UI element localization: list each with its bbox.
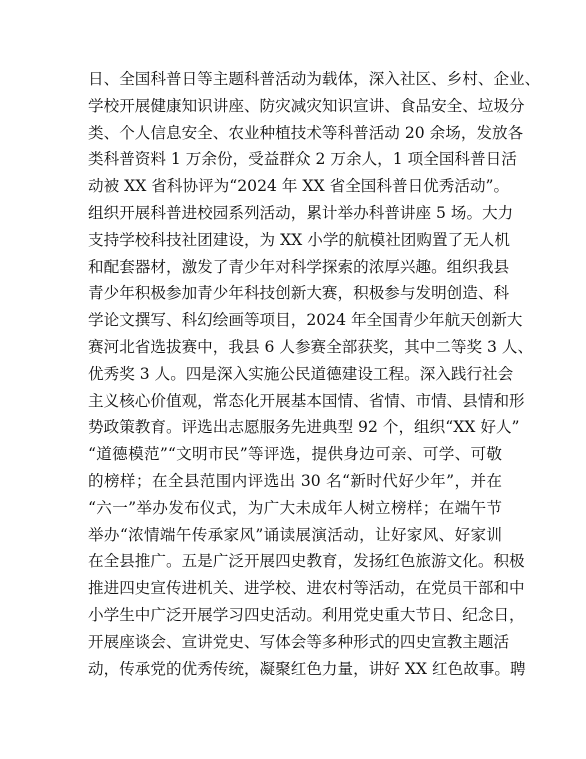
- text-line: 支持学校科技社团建设，为 XX 小学的航模社团购置了无人机: [88, 230, 510, 249]
- text-line: 小学生中广泛开展学习四史活动。利用党史重大节日、纪念日，: [88, 605, 525, 624]
- text-line: 主义核心价值观，常态化开展基本国情、省情、市情、县情和形: [88, 391, 525, 410]
- text-line: “道德模范”“文明市民”等评选，提供身边可亲、可学、可敬: [88, 445, 502, 464]
- text-line: 在全县推广。五是广泛开展四史教育，发扬红色旅游文化。积极: [88, 552, 525, 571]
- text-line: 赛河北省选拔赛中，我县 6 人参赛全部获奖，其中二等奖 3 人、: [88, 337, 534, 356]
- text-line: 的榜样；在全县范围内评选出 30 名“新时代好少年”，并在: [88, 471, 502, 490]
- text-line: 和配套器材，激发了青少年对科学探索的浓厚兴趣。组织我县: [88, 257, 510, 276]
- text-line: 动被 XX 省科协评为“2024 年 XX 省全国科普日优秀活动”。: [88, 177, 510, 196]
- document-body: [88, 66, 541, 682]
- text-line: 动，传承党的优秀传统，凝聚红色力量，讲好 XX 红色故事。聘: [88, 659, 526, 678]
- text-line: 类科普资料 1 万余份，受益群众 2 万余人，1 项全国科普日活: [88, 150, 517, 169]
- text-line: 组织开展科普进校园系列活动，累计举办科普讲座 5 场。大力: [88, 203, 514, 222]
- text-line: 开展座谈会、宣讲党史、写体会等多种形式的四史宣教主题活: [88, 632, 510, 651]
- text-line: 青少年积极参加青少年科技创新大赛，积极参与发明创造、科: [88, 284, 510, 303]
- text-line: 优秀奖 3 人。四是深入实施公民道德建设工程。深入践行社会: [88, 364, 514, 383]
- text-line: 势政策教育。评选出志愿服务先进典型 92 个，组织“XX 好人”: [88, 418, 520, 437]
- text-line: 推进四史宣传进机关、进学校、进农村等活动，在党员干部和中: [88, 579, 525, 598]
- text-line: 学论文撰写、科幻绘画等项目，2024 年全国青少年航天创新大: [88, 311, 523, 330]
- text-line: “六一”举办发布仪式，为广大未成年人树立榜样；在端午节: [88, 498, 502, 517]
- text-line: 日、全国科普日等主题科普活动为载体，深入社区、乡村、企业、: [88, 70, 541, 88]
- text-line: 举办“浓情端午传承家风”诵读展演活动，让好家风、好家训: [88, 525, 502, 544]
- text-line: 学校开展健康知识讲座、防灾减灾知识宣讲、食品安全、垃圾分: [88, 96, 525, 115]
- text-line: 类、个人信息安全、农业种植技术等科普活动 20 余场，发放各: [88, 123, 524, 142]
